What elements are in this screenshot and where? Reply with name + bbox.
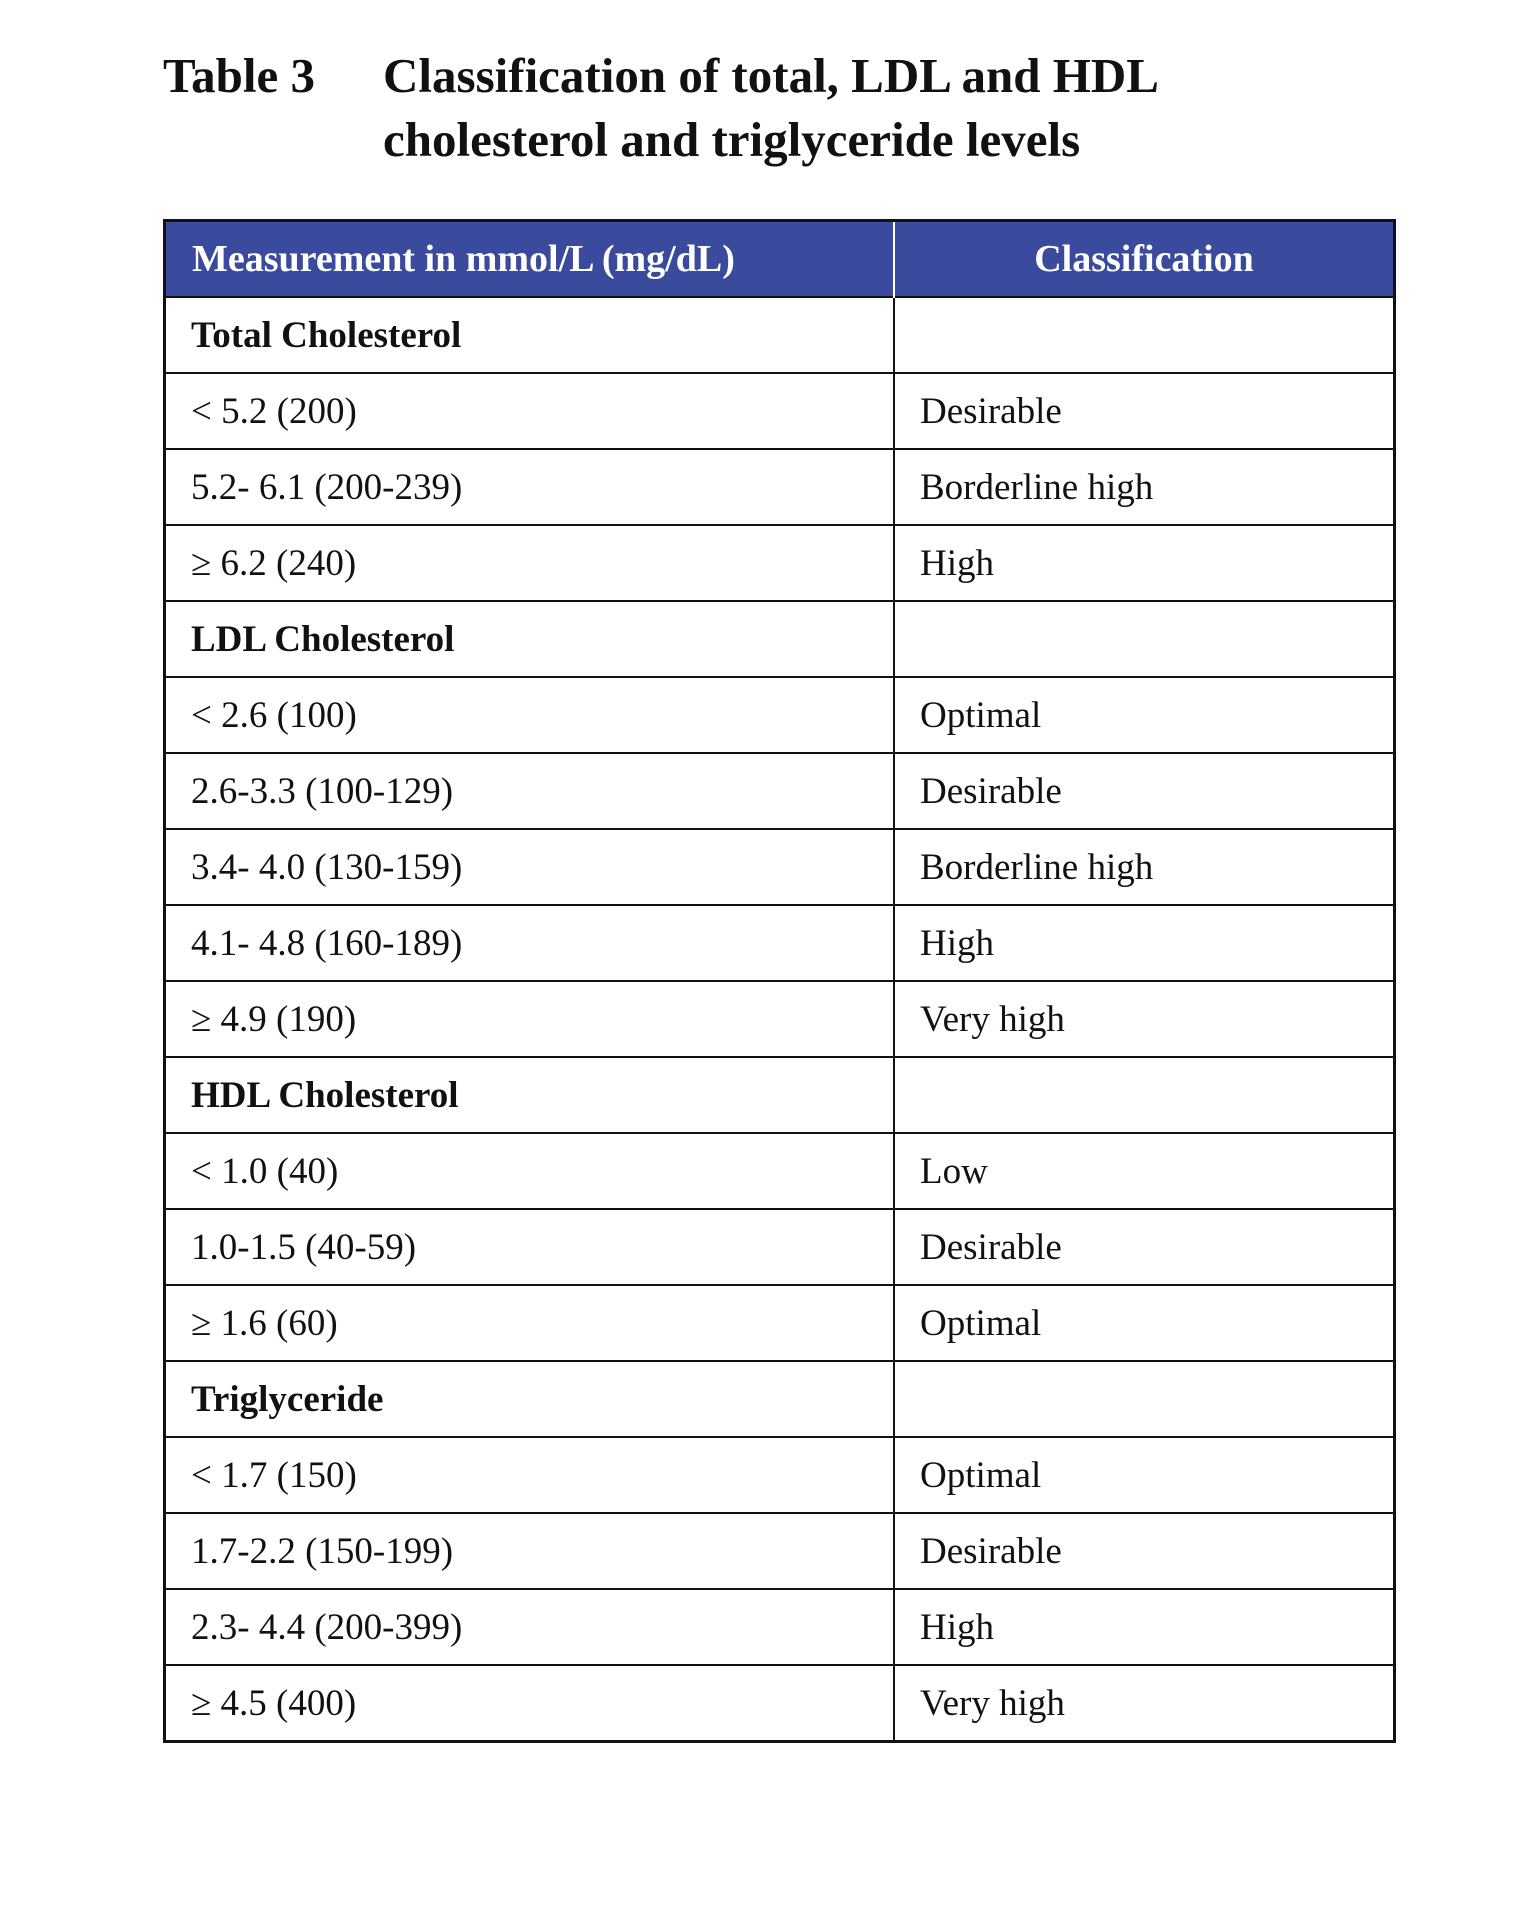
classification-cell [894, 1057, 1395, 1133]
table-row [165, 525, 1395, 601]
classification-cell [894, 601, 1395, 677]
table-row [165, 1589, 1395, 1665]
classification-cell: High [894, 905, 1395, 981]
measurement-cell: < 1.0 (40) [165, 1133, 895, 1209]
classification-cell: Desirable [894, 753, 1395, 829]
table-row [165, 373, 1395, 449]
classification-cell: Optimal [894, 677, 1395, 753]
measurement-cell: ≥ 1.6 (60) [165, 1285, 895, 1361]
classification-cell [894, 297, 1395, 373]
classification-cell: Desirable [894, 373, 1395, 449]
measurement-cell: 2.3- 4.4 (200-399) [165, 1589, 895, 1665]
measurement-cell: < 5.2 (200) [165, 373, 895, 449]
section-heading: LDL Cholesterol [165, 601, 895, 677]
section-heading: Triglyceride [165, 1361, 895, 1437]
classification-cell: Desirable [894, 1209, 1395, 1285]
classification-cell: Optimal [894, 1437, 1395, 1513]
measurement-cell: 5.2- 6.1 (200-239) [165, 449, 895, 525]
table-row [165, 449, 1395, 525]
classification-cell: High [894, 1589, 1395, 1665]
table-title: Classification of total, LDL and HDL cholesterol and triglyceride levels [383, 48, 1157, 167]
measurement-cell: ≥ 4.5 (400) [165, 1665, 895, 1742]
table-row [165, 1133, 1395, 1209]
table-row [165, 1665, 1395, 1742]
measurement-cell: 1.7-2.2 (150-199) [165, 1513, 895, 1589]
classification-cell: Desirable [894, 1513, 1395, 1589]
classification-cell: Low [894, 1133, 1395, 1209]
measurement-cell: 2.6-3.3 (100-129) [165, 753, 895, 829]
classification-cell: High [894, 525, 1395, 601]
section-row [165, 1057, 1395, 1133]
classification-cell: Optimal [894, 1285, 1395, 1361]
table-row [165, 981, 1395, 1057]
measurement-cell: < 1.7 (150) [165, 1437, 895, 1513]
measurement-cell: 3.4- 4.0 (130-159) [165, 829, 895, 905]
section-row [165, 601, 1395, 677]
table-row [165, 1513, 1395, 1589]
section-row [165, 1361, 1395, 1437]
measurement-cell: ≥ 6.2 (240) [165, 525, 895, 601]
header-row [165, 221, 1395, 298]
table-row [165, 677, 1395, 753]
table-number: Table 3 [163, 48, 316, 103]
table-row [165, 905, 1395, 981]
measurement-cell: < 2.6 (100) [165, 677, 895, 753]
column-header-classification: Classification [894, 221, 1395, 298]
classification-cell [894, 1361, 1395, 1437]
section-row [165, 297, 1395, 373]
classification-cell: Borderline high [894, 449, 1395, 525]
classification-cell: Very high [894, 981, 1395, 1057]
table-row [165, 829, 1395, 905]
measurement-cell: ≥ 4.9 (190) [165, 981, 895, 1057]
classification-cell: Borderline high [894, 829, 1395, 905]
table-row [165, 1209, 1395, 1285]
cholesterol-classification-table [163, 219, 1396, 1743]
table-row [165, 753, 1395, 829]
table-row [165, 1437, 1395, 1513]
column-header-measurement: Measurement in mmol/L (mg/dL) [165, 221, 895, 298]
measurement-cell: 4.1- 4.8 (160-189) [165, 905, 895, 981]
classification-cell: Very high [894, 1665, 1395, 1742]
section-heading: Total Cholesterol [165, 297, 895, 373]
measurement-cell: 1.0-1.5 (40-59) [165, 1209, 895, 1285]
section-heading: HDL Cholesterol [165, 1057, 895, 1133]
table-row [165, 1285, 1395, 1361]
